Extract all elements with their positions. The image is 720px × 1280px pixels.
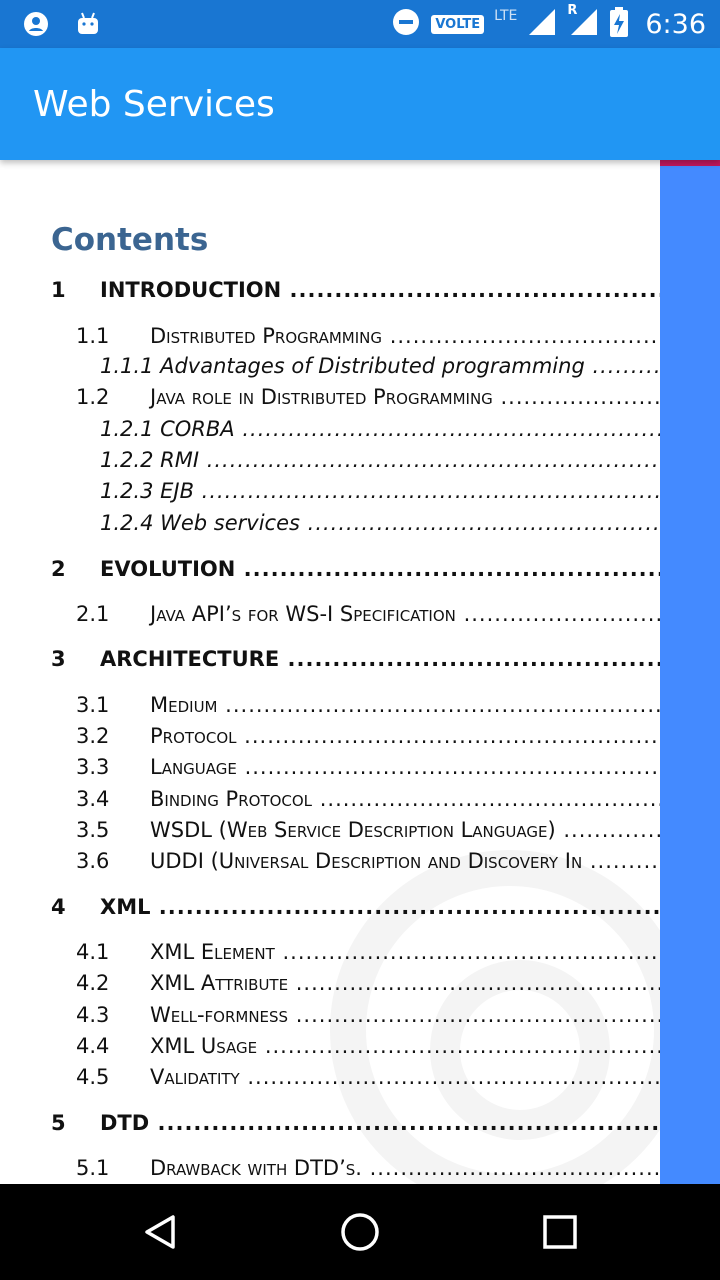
toc-entry-title: WSDL (Web Service Description Language) .....	[150, 818, 660, 842]
toc-entry[interactable]	[0, 354, 660, 384]
toc-entry-number: 1	[51, 278, 66, 302]
lte-label: LTE	[494, 8, 518, 24]
app-bar	[0, 48, 720, 160]
toc-entry[interactable]	[0, 1111, 660, 1141]
do-not-disturb-icon	[391, 7, 421, 41]
navigation-bar	[0, 1184, 720, 1280]
toc-entry-number: 2	[51, 557, 66, 581]
toc-entry-number: 3.4	[76, 787, 110, 811]
toc-entry[interactable]	[0, 971, 660, 1001]
toc-entry-number: 3.3	[76, 755, 110, 779]
back-triangle-icon[interactable]	[136, 1208, 184, 1256]
volte-badge: VOLTE	[431, 15, 484, 34]
toc-entry-title: Validatity .....	[150, 1065, 660, 1089]
toc-entry[interactable]	[0, 511, 660, 541]
toc-entry[interactable]	[0, 693, 660, 723]
toc-entry[interactable]	[0, 1156, 660, 1184]
toc-entry-number: 3.6	[76, 849, 110, 873]
toc-entry-title: XML Element .....	[150, 940, 660, 964]
toc-entry-number: 3	[51, 647, 66, 671]
page-edge-accent	[660, 160, 720, 166]
toc-entry-title: Medium .....	[150, 693, 660, 717]
home-circle-icon[interactable]	[336, 1208, 384, 1256]
toc-entry-title: Protocol .....	[150, 724, 660, 748]
toc-entry-title: INTRODUCTION .....	[100, 278, 660, 302]
toc-entry-title: 1.2.4 Web services .....	[100, 511, 660, 535]
toc-entry-title: Language .....	[150, 755, 660, 779]
toc-entry[interactable]	[0, 448, 660, 478]
document-viewer[interactable]	[0, 160, 720, 1184]
status-bar	[0, 0, 720, 48]
toc-entry-title: 1.1.1 Advantages of Distributed programming .....	[100, 354, 660, 378]
toc-entry-title: 1.2.1 CORBA .....	[100, 417, 660, 441]
toc-entry[interactable]	[0, 324, 660, 354]
toc-entry-title: XML .....	[100, 895, 660, 919]
toc-entry-number: 5.1	[76, 1156, 110, 1180]
page-edge-strip	[660, 160, 720, 1184]
toc-entry-number: 4.5	[76, 1065, 110, 1089]
toc-entry-title: Drawback with DTD’s. .....	[150, 1156, 660, 1180]
toc-entry-number: 3.2	[76, 724, 110, 748]
toc-entry[interactable]	[0, 479, 660, 509]
toc-entry-number: 4.2	[76, 971, 110, 995]
toc-entry-number: 1.2	[76, 385, 110, 409]
toc-entry-title: DTD .....	[100, 1111, 660, 1135]
toc-entry[interactable]	[0, 278, 660, 308]
toc-entry-number: 2.1	[76, 602, 110, 626]
toc-entry[interactable]	[0, 1034, 660, 1064]
toc-entry[interactable]	[0, 787, 660, 817]
toc-entry-title: 1.2.3 EJB .....	[100, 479, 660, 503]
toc-entry-title: Distributed Programming .....	[150, 324, 660, 348]
toc-entry-title: XML Usage .....	[150, 1034, 660, 1058]
status-time: 6:36	[645, 8, 706, 40]
account-icon	[22, 10, 50, 42]
toc-entry[interactable]	[0, 940, 660, 970]
toc-entry[interactable]	[0, 818, 660, 848]
toc-entry-title: Well-formness .....	[150, 1003, 660, 1027]
toc-entry[interactable]	[0, 895, 660, 925]
toc-entry-number: 4.1	[76, 940, 110, 964]
toc-entry[interactable]	[0, 647, 660, 677]
toc-entry-title: UDDI (Universal Description and Discovery In .....	[150, 849, 660, 873]
toc-entry-number: 4.4	[76, 1034, 110, 1058]
recents-square-icon[interactable]	[536, 1208, 584, 1256]
toc-entry[interactable]	[0, 602, 660, 632]
battery-charging-icon	[609, 6, 629, 42]
toc-entry-number: 3.1	[76, 693, 110, 717]
contents-heading: Contents	[51, 222, 209, 258]
toc-entry[interactable]	[0, 724, 660, 754]
roaming-label: R	[567, 3, 578, 18]
toc-entry-number: 4.3	[76, 1003, 110, 1027]
app-title: Web Services	[33, 84, 275, 125]
toc-entry-title: Java API’s for WS-I Specification .....	[150, 602, 660, 626]
toc-entry-number: 4	[51, 895, 66, 919]
toc-entry[interactable]	[0, 557, 660, 587]
toc-entry[interactable]	[0, 1003, 660, 1033]
toc-entry[interactable]	[0, 849, 660, 879]
toc-entry[interactable]	[0, 385, 660, 415]
toc-entry-number: 5	[51, 1111, 66, 1135]
toc-entry-number: 1.1	[76, 324, 110, 348]
toc-entry-number: 3.5	[76, 818, 110, 842]
toc-entry-title: ARCHITECTURE .....	[100, 647, 660, 671]
toc-entry-title: 1.2.2 RMI .....	[100, 448, 660, 472]
toc-entry-title: Java role in Distributed Programming .....	[150, 385, 660, 409]
toc-entry-title: Binding Protocol .....	[150, 787, 660, 811]
signal-roaming-icon	[567, 3, 599, 41]
android-icon	[74, 10, 102, 42]
document-page[interactable]	[0, 160, 660, 1184]
toc-entry[interactable]	[0, 417, 660, 447]
toc-entry-title: EVOLUTION .....	[100, 557, 660, 581]
toc-entry[interactable]	[0, 1065, 660, 1095]
signal-icon	[527, 7, 557, 41]
toc-entry-title: XML Attribute .....	[150, 971, 660, 995]
toc-entry[interactable]	[0, 755, 660, 785]
